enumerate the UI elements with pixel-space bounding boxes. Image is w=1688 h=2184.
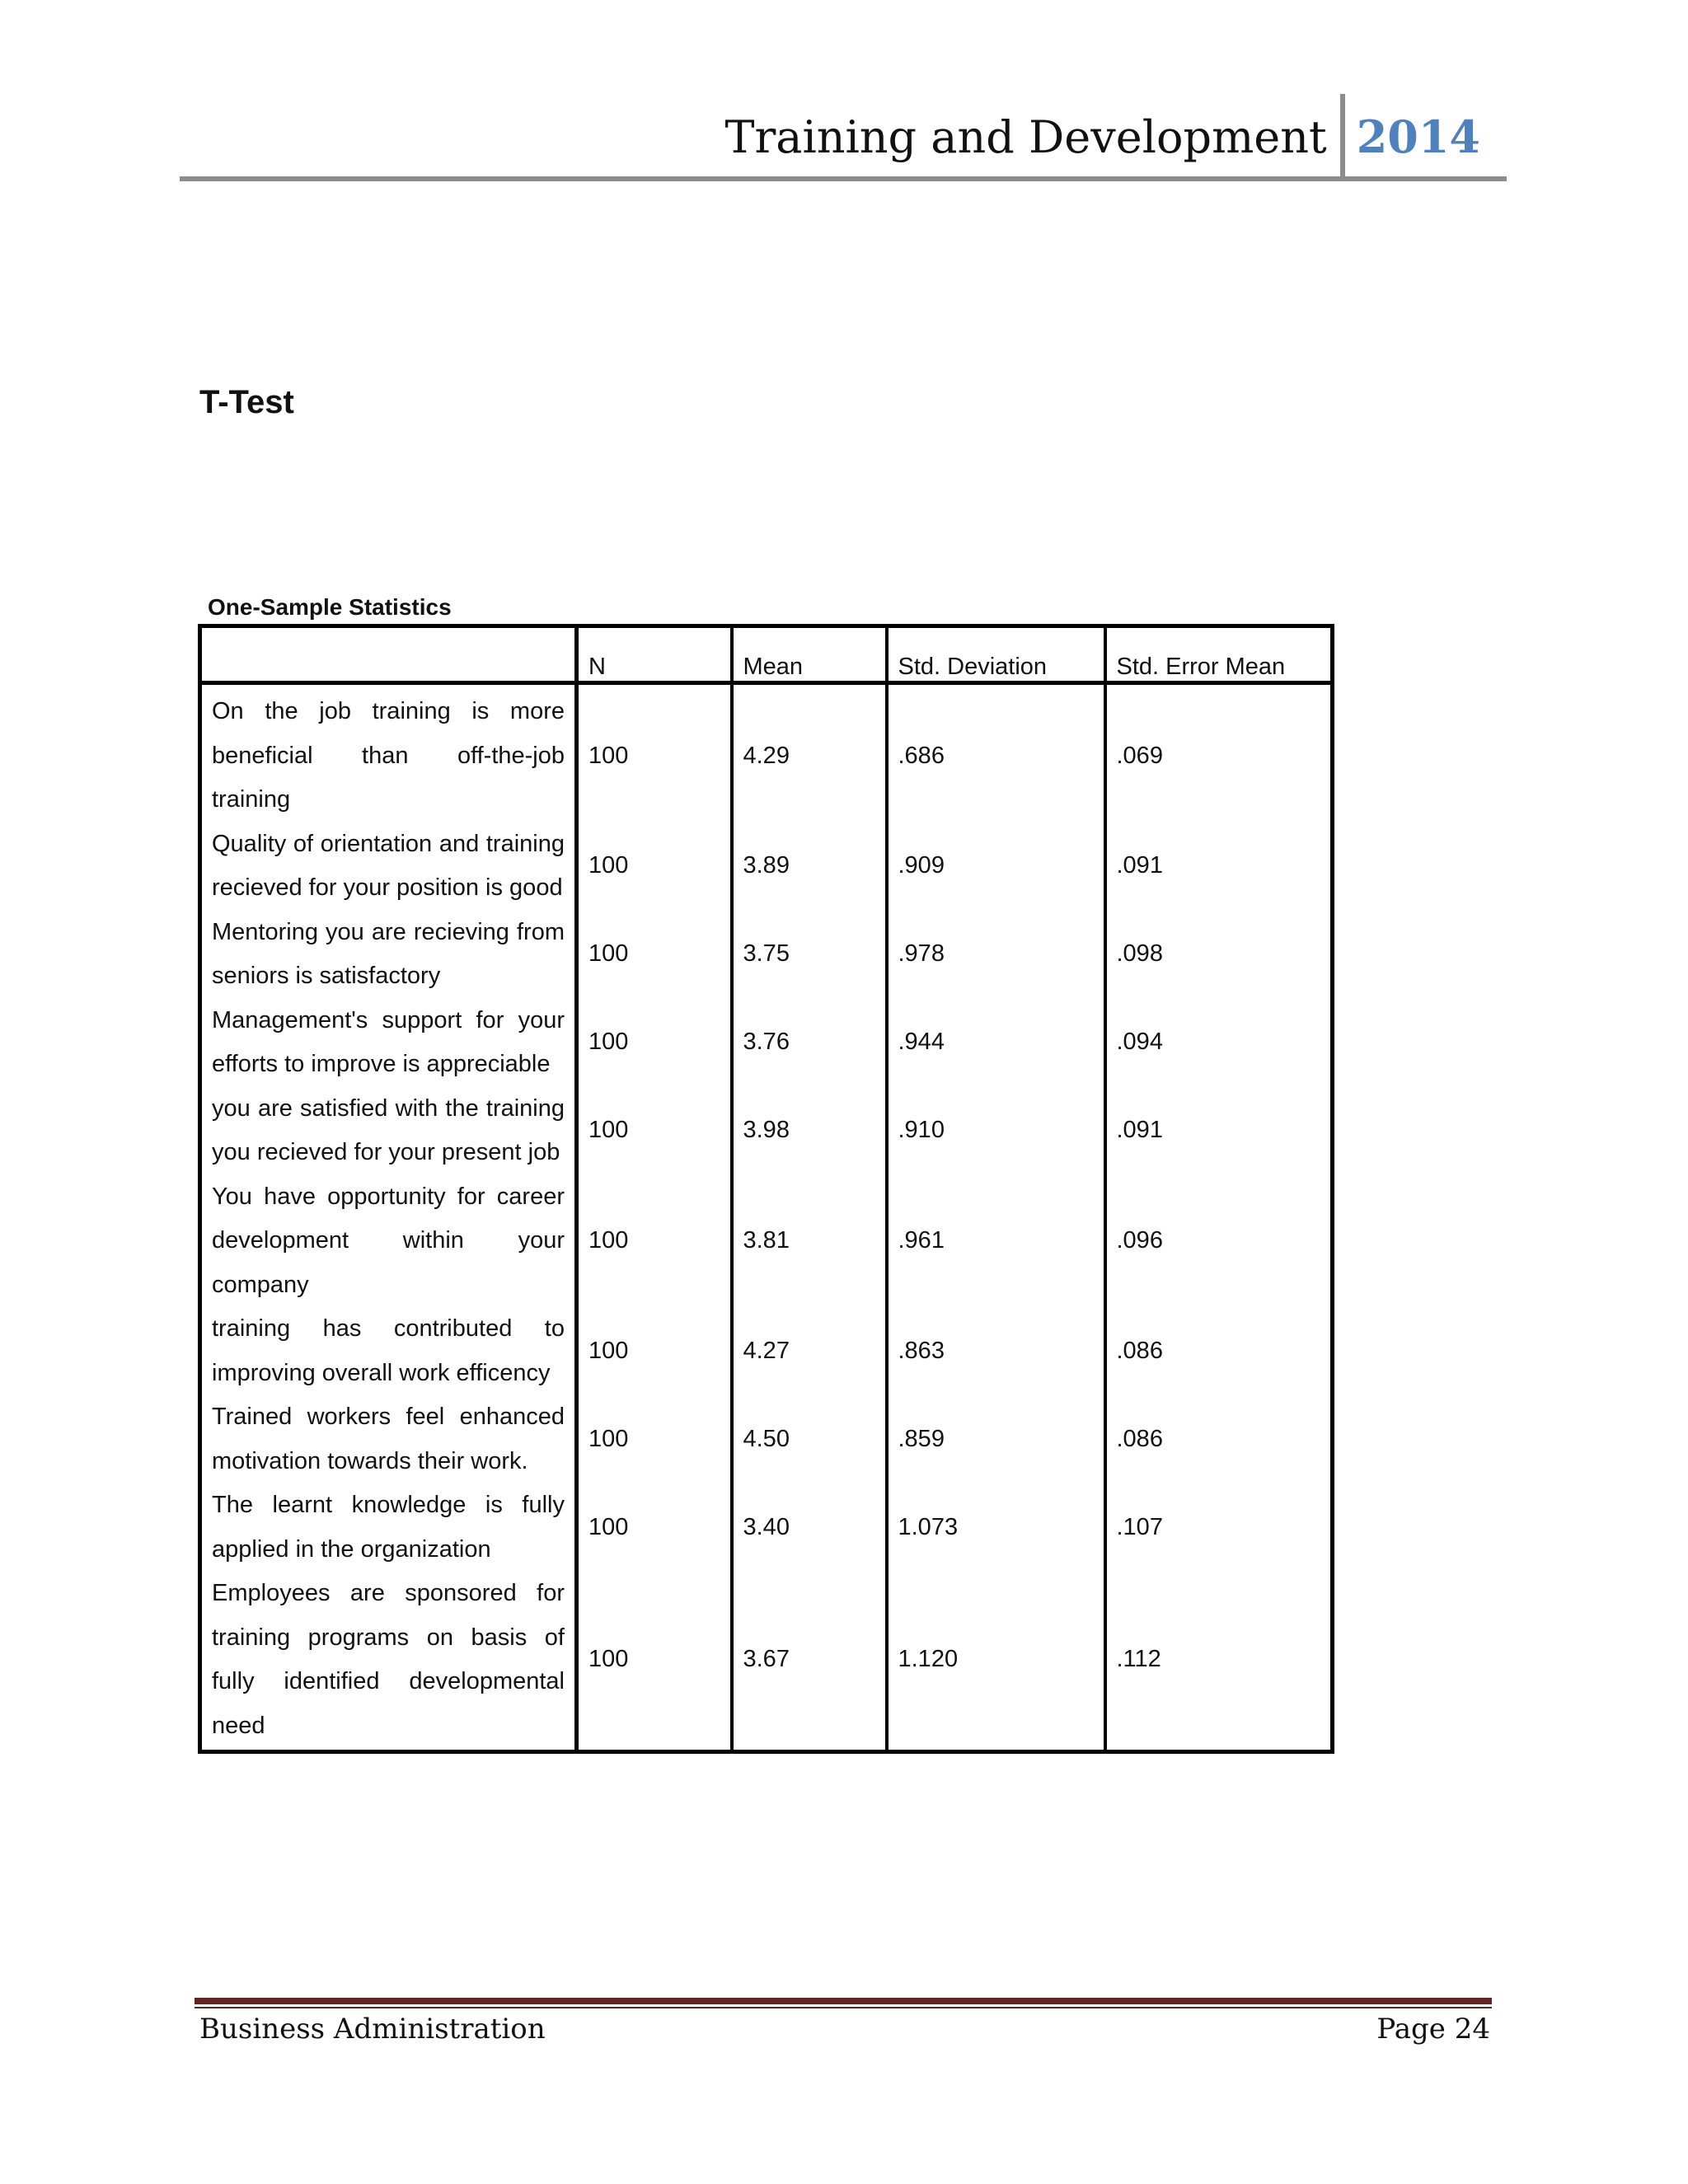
cell-mean: 3.76 [732,999,887,1087]
column-header-std-deviation: Std. Deviation [887,626,1105,683]
cell-std-error-mean: .091 [1105,823,1333,911]
cell-std-deviation: .863 [887,1307,1105,1395]
table-row [200,1175,1333,1308]
table-row [200,1572,1333,1752]
cell-n: 100 [577,1395,732,1483]
cell-std-deviation: .944 [887,999,1105,1087]
cell-mean: 3.75 [732,911,887,999]
row-label: You have opportunity for career development within your company [200,1175,577,1308]
cell-std-error-mean: .094 [1105,999,1333,1087]
cell-mean: 3.67 [732,1572,887,1752]
column-header-mean: Mean [732,626,887,683]
cell-mean: 4.29 [732,683,887,823]
row-label: Mentoring you are recieving from seniors is satisfactory [200,911,577,999]
cell-n: 100 [577,683,732,823]
column-header-n: N [577,626,732,683]
row-label: Management's support for your efforts to improve is appreciable [200,999,577,1087]
cell-std-error-mean: .069 [1105,683,1333,823]
table-row [200,911,1333,999]
row-label: training has contributed to improving overall work efficency [200,1307,577,1395]
cell-std-deviation: .910 [887,1087,1105,1175]
row-label: Employees are sponsored for training programs on basis of fully identified developmental need [200,1572,577,1752]
table-row [200,1483,1333,1572]
cell-std-deviation: .978 [887,911,1105,999]
document-title: Training and Development [724,110,1327,163]
table-header-row [200,626,1333,683]
cell-std-deviation: 1.073 [887,1483,1105,1572]
footer-rule [195,1998,1492,2004]
cell-n: 100 [577,911,732,999]
section-title: T-Test [199,384,294,420]
cell-n: 100 [577,999,732,1087]
cell-n: 100 [577,1572,732,1752]
footer-department: Business Administration [199,2013,546,2046]
table-row [200,1395,1333,1483]
row-label: The learnt knowledge is fully applied in the organization [200,1483,577,1572]
table-row [200,999,1333,1087]
cell-std-error-mean: .096 [1105,1175,1333,1308]
cell-mean: 4.50 [732,1395,887,1483]
cell-mean: 3.98 [732,1087,887,1175]
column-header-item [200,626,577,683]
page-number: Page 24 [1376,2013,1490,2046]
cell-std-error-mean: .112 [1105,1572,1333,1752]
cell-n: 100 [577,1175,732,1308]
table-row [200,1307,1333,1395]
row-label: you are satisfied with the training you recieved for your present job [200,1087,577,1175]
page-header [180,99,1507,181]
header-rule [180,176,1507,181]
cell-std-error-mean: .098 [1105,911,1333,999]
header-title-group [724,94,1480,176]
cell-std-deviation: 1.120 [887,1572,1105,1752]
table-row [200,683,1333,823]
cell-n: 100 [577,1087,732,1175]
cell-std-deviation: .686 [887,683,1105,823]
table-row [200,823,1333,911]
cell-mean: 3.89 [732,823,887,911]
cell-mean: 3.40 [732,1483,887,1572]
cell-std-error-mean: .091 [1105,1087,1333,1175]
table-row [200,1087,1333,1175]
one-sample-statistics-table [198,624,1334,1754]
row-label: Quality of orientation and training recieved for your position is good [200,823,577,911]
cell-n: 100 [577,1307,732,1395]
row-label: Trained workers feel enhanced motivation towards their work. [200,1395,577,1483]
cell-n: 100 [577,1483,732,1572]
cell-mean: 4.27 [732,1307,887,1395]
cell-std-error-mean: .107 [1105,1483,1333,1572]
cell-std-deviation: .909 [887,823,1105,911]
cell-mean: 3.81 [732,1175,887,1308]
table-caption: One-Sample Statistics [208,594,452,620]
cell-std-deviation: .859 [887,1395,1105,1483]
document-year: 2014 [1356,110,1480,163]
cell-n: 100 [577,823,732,911]
footer-rule-thin [195,2007,1492,2008]
cell-std-error-mean: .086 [1105,1395,1333,1483]
cell-std-deviation: .961 [887,1175,1105,1308]
row-label: On the job training is more beneficial than off-the-job training [200,683,577,823]
column-header-std-error-mean: Std. Error Mean [1105,626,1333,683]
cell-std-error-mean: .086 [1105,1307,1333,1395]
